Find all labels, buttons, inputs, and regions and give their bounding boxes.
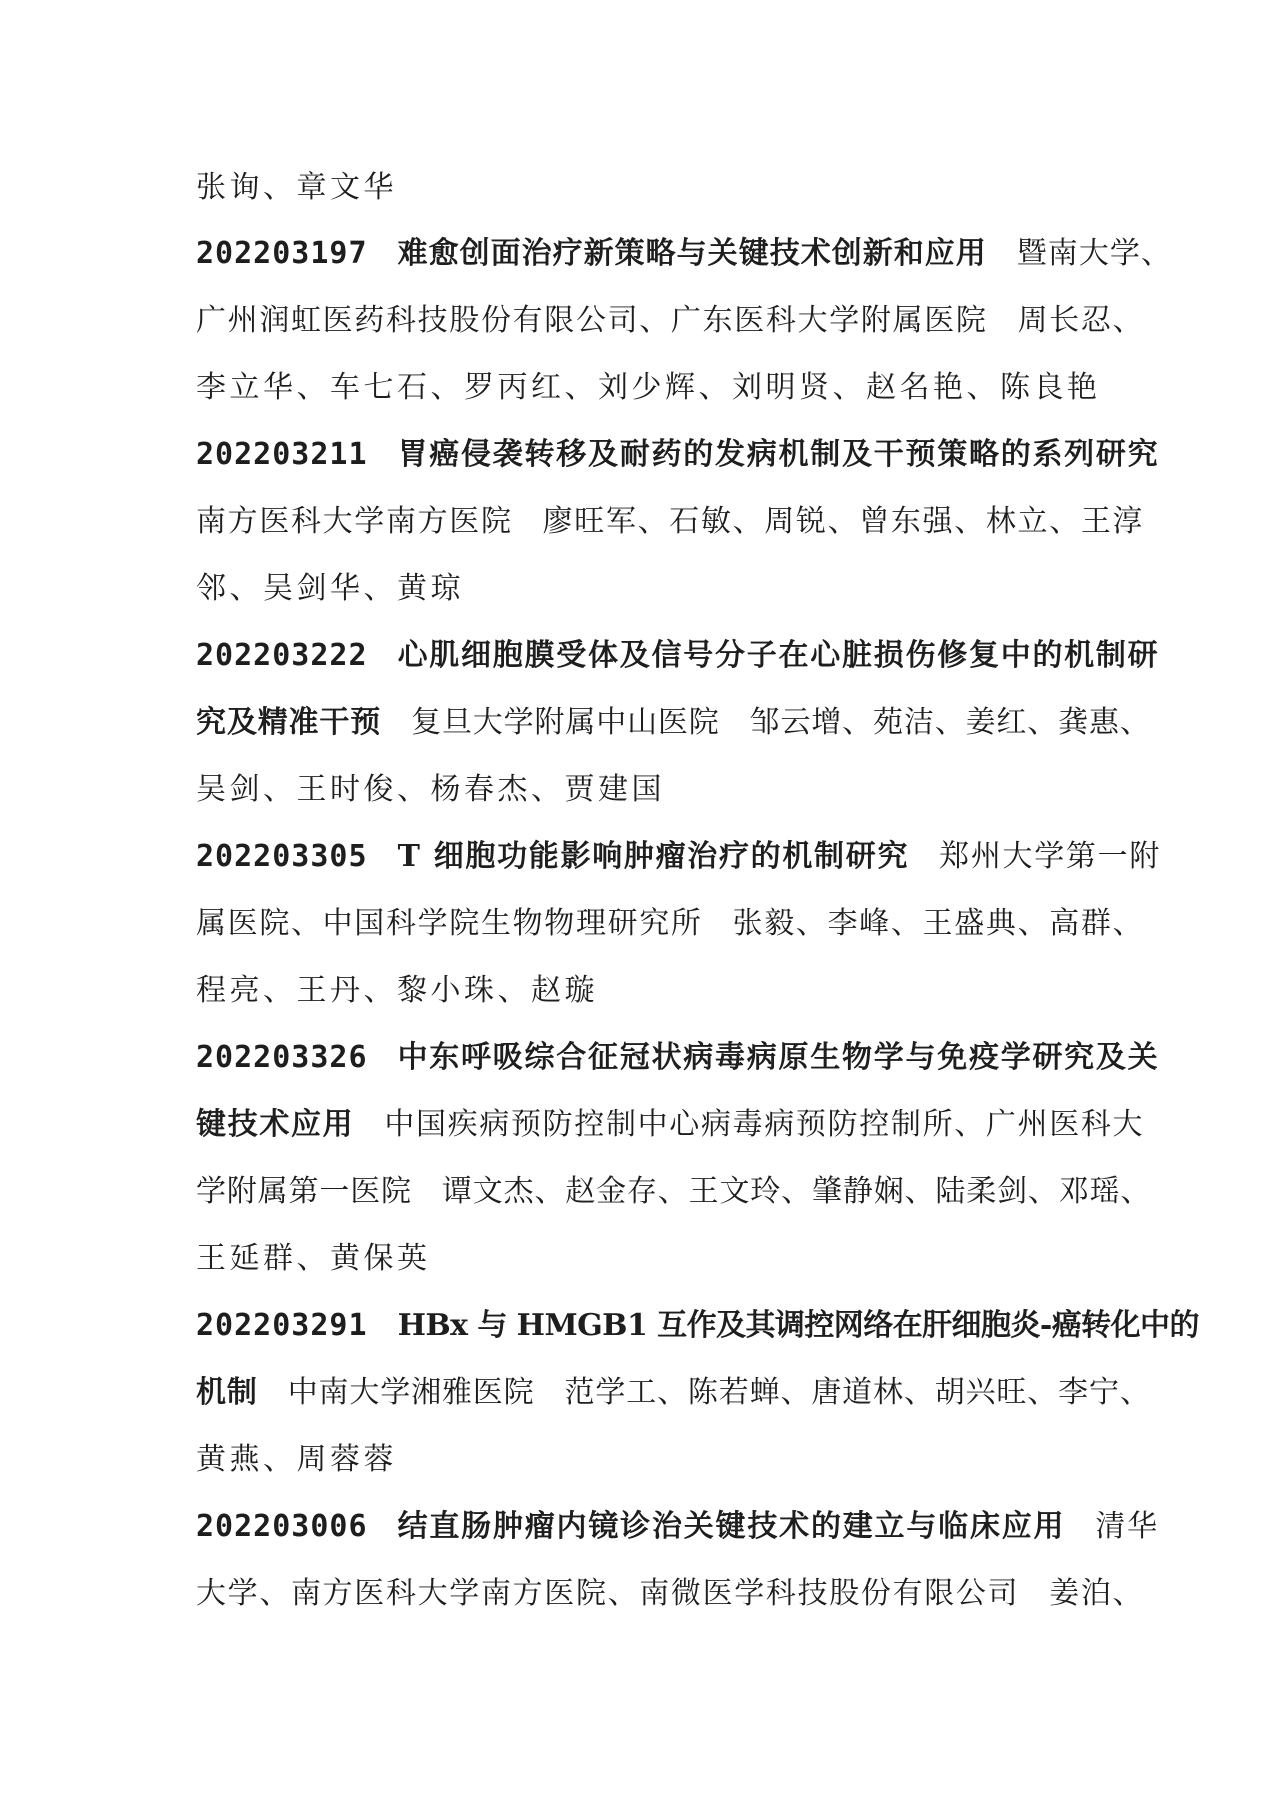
project-number: 202203006 (196, 1509, 368, 1544)
project-title: 中东呼吸综合征冠状病毒病原生物学与免疫学研究及关 (397, 1040, 1160, 1075)
entry-line (196, 1576, 1144, 1612)
unit-list: 广州润虹医药科技股份有限公司、广东医科大学附属医院 (196, 303, 988, 338)
people-list: 张询、章文华 (196, 170, 397, 205)
entry-line (196, 1241, 431, 1277)
project-title: 键技术应用 (196, 1107, 355, 1142)
people-list: 黄燕、周蓉蓉 (196, 1442, 397, 1477)
entry-heading (196, 236, 1172, 272)
people-list: 范学工、陈若蝉、唐道林、胡兴旺、李宁、 (564, 1375, 1151, 1410)
entry-heading (196, 1509, 1159, 1545)
people-list: 吴剑、王时俊、杨春杰、贾建国 (196, 772, 665, 807)
project-title: HBx 与 HMGB1 互作及其调控网络在肝细胞炎-癌转化中的 (397, 1308, 1199, 1343)
project-number: 202203291 (196, 1308, 368, 1343)
entry-line (196, 705, 1151, 741)
entry-line (196, 1442, 397, 1478)
project-title: 究及精准干预 (196, 705, 382, 740)
unit-list: 复旦大学附属中山医院 (411, 705, 720, 740)
entry-line (196, 303, 1144, 339)
project-title: 机制 (196, 1375, 258, 1410)
entry-continuation (196, 170, 397, 206)
people-list: 周长忍、 (1017, 303, 1145, 338)
unit-list: 中国疾病预防控制中心病毒病预防控制所、广州医科大 (384, 1107, 1145, 1142)
people-list: 邻、吴剑华、黄琼 (196, 571, 464, 606)
unit-list: 暨南大学、 (1016, 236, 1172, 271)
entry-heading (196, 638, 1159, 674)
people-list: 谭文杰、赵金存、王文玲、肇静娴、陆柔剑、邓瑶、 (441, 1174, 1152, 1209)
entry-line (196, 571, 464, 607)
project-title: 胃癌侵袭转移及耐药的发病机制及干预策略的系列研究 (397, 437, 1160, 472)
unit-list: 属医院、中国科学院生物物理研究所 (196, 906, 703, 941)
project-title: T 细胞功能影响肿瘤治疗的机制研究 (397, 839, 910, 874)
project-number: 202203305 (196, 839, 368, 874)
project-title: 难愈创面治疗新策略与关键技术创新和应用 (397, 236, 987, 271)
unit-list: 南方医科大学南方医院 (196, 504, 513, 539)
entry-line (196, 1375, 1151, 1411)
project-number: 202203211 (196, 437, 368, 472)
unit-list: 学附属第一医院 (196, 1174, 412, 1209)
people-list: 姜泊、 (1049, 1576, 1145, 1611)
entry-heading (196, 839, 1161, 875)
project-number: 202203326 (196, 1040, 368, 1075)
entry-heading (196, 1040, 1159, 1076)
people-list: 李立华、车七石、罗丙红、刘少辉、刘明贤、赵名艳、陈良艳 (196, 370, 1101, 405)
entry-line (196, 973, 598, 1009)
people-list: 张毅、李峰、王盛典、高群、 (732, 906, 1145, 941)
people-list: 廖旺军、石敏、周锐、曾东强、林立、王淳 (542, 504, 1145, 539)
unit-list: 中南大学湘雅医院 (287, 1375, 535, 1410)
unit-list: 郑州大学第一附 (939, 839, 1162, 874)
project-title: 结直肠肿瘤内镜诊治关键技术的建立与临床应用 (397, 1509, 1066, 1544)
people-list: 邹云增、苑洁、姜红、龚惠、 (749, 705, 1151, 740)
entry-heading (196, 437, 1159, 473)
people-list: 程亮、王丹、黎小珠、赵璇 (196, 973, 598, 1008)
unit-list: 大学、南方医科大学南方医院、南微医学科技股份有限公司 (196, 1576, 1020, 1611)
project-title: 心肌细胞膜受体及信号分子在心脏损伤修复中的机制研 (397, 638, 1160, 673)
unit-list: 清华 (1095, 1509, 1159, 1544)
entry-line (196, 370, 1101, 406)
project-number: 202203197 (196, 236, 368, 271)
people-list: 王延群、黄保英 (196, 1241, 431, 1276)
project-number: 202203222 (196, 638, 368, 673)
entry-heading (196, 1308, 1199, 1344)
entry-line (196, 1107, 1144, 1143)
entry-line (196, 1174, 1151, 1210)
entry-line (196, 772, 665, 808)
entry-line (196, 906, 1144, 942)
entry-line (196, 504, 1144, 540)
